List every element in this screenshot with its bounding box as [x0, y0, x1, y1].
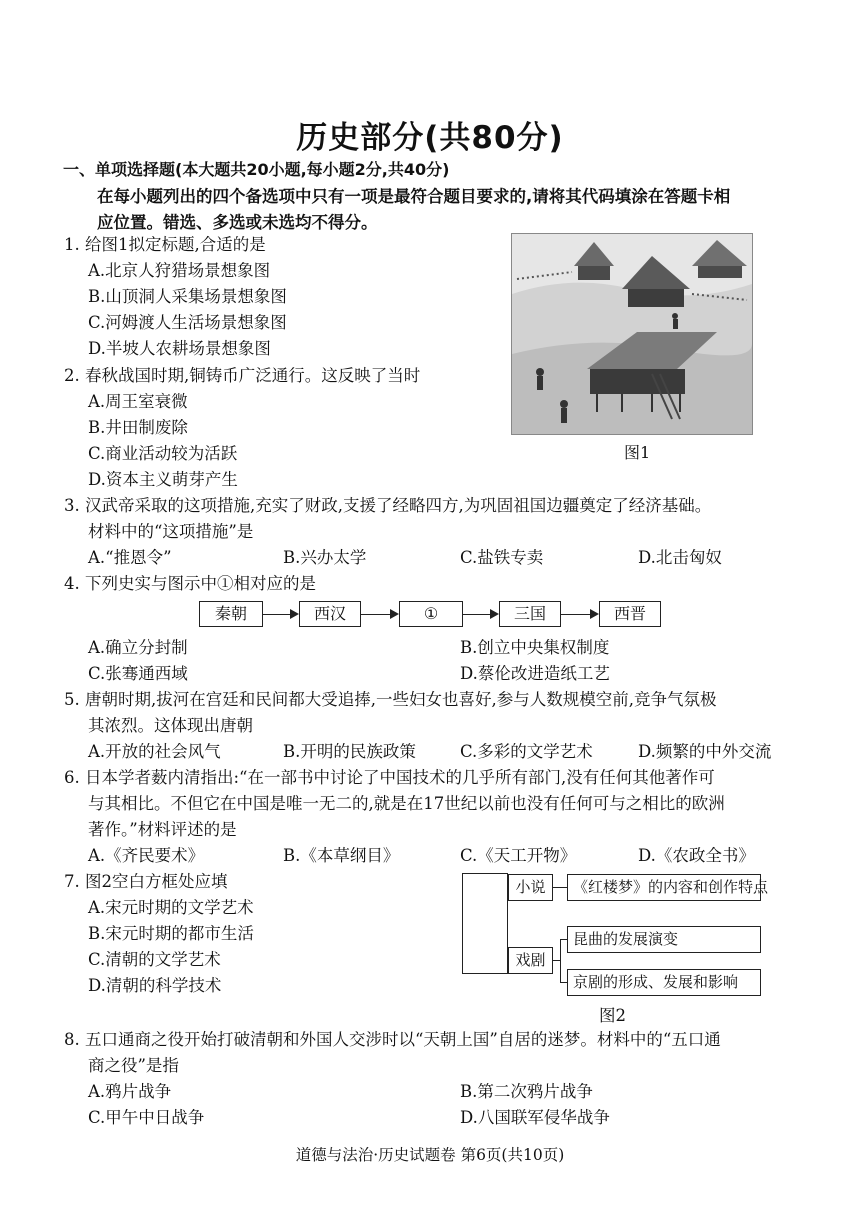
question-7-option-d: D.清朝的科学技术 [88, 976, 222, 995]
section-instruction-line2: 应位置。错选、多选或未选均不得分。 [97, 213, 378, 232]
figure-2-drama-item-1: 昆曲的发展演变 [567, 926, 761, 953]
question-5-option-d: D.频繁的中外交流 [638, 742, 772, 761]
flow-box-5: 西晋 [599, 601, 661, 627]
figure-1-illustration [511, 233, 753, 435]
question-8-option-a: A.鸦片战争 [88, 1082, 172, 1101]
question-2-option-d: D.资本主义萌芽产生 [88, 470, 238, 489]
question-1-option-a: A.北京人狩猎场景想象图 [88, 261, 271, 280]
question-7-option-a: A.宋元时期的文学艺术 [88, 898, 254, 917]
section-instruction-line1: 在每小题列出的四个备选项中只有一项是最符合题目要求的,请将其代码填涂在答题卡相 [97, 187, 731, 206]
question-3-option-b: B.兴办太学 [283, 548, 367, 567]
question-6-option-b: B.《本草纲目》 [283, 846, 400, 865]
flow-arrow-1 [263, 614, 297, 615]
page-title: 历史部分(共80分) [296, 120, 564, 156]
question-6-option-d: D.《农政全书》 [638, 846, 755, 865]
figure-2-caption: 图2 [599, 1006, 626, 1025]
question-4-option-d: D.蔡伦改进造纸工艺 [460, 664, 610, 683]
question-6-stem-line1: 6. 日本学者薮内清指出:“在一部书中讨论了中国技术的几乎所有部门,没有任何其他著作可 [64, 768, 715, 787]
question-2-option-c: C.商业活动较为活跃 [88, 444, 238, 463]
question-5-option-c: C.多彩的文学艺术 [460, 742, 593, 761]
figure-2-blank-box [462, 873, 508, 974]
flow-arrow-4 [561, 614, 597, 615]
figure-2-label-drama: 戏剧 [508, 947, 553, 974]
question-4-stem: 4. 下列史实与图示中①相对应的是 [64, 574, 316, 593]
flow-arrow-2 [361, 614, 397, 615]
question-6-stem-line2: 与其相比。不但它在中国是唯一无二的,就是在17世纪以前也没有任何可与之相比的欧洲 [88, 794, 725, 813]
question-6-option-a: A.《齐民要术》 [88, 846, 205, 865]
question-8-option-d: D.八国联军侵华战争 [460, 1108, 610, 1127]
question-3-stem-line2: 材料中的“这项措施”是 [88, 522, 254, 541]
section-heading: 一、单项选择题(本大题共20小题,每小题2分,共40分) [63, 160, 450, 179]
question-8-stem-line2: 商之役”是指 [88, 1056, 179, 1075]
question-7-stem: 7. 图2空白方框处应填 [64, 872, 228, 891]
question-2-option-a: A.周王室衰微 [88, 392, 188, 411]
question-4-option-b: B.创立中央集权制度 [460, 638, 610, 657]
question-3-option-a: A.“推恩令” [88, 548, 172, 567]
question-6-stem-line3: 著作。”材料评述的是 [88, 820, 237, 839]
figure-2-novel-item: 《红楼梦》的内容和创作特点 [567, 874, 761, 901]
page-footer: 道德与法治·历史试题卷 第6页(共10页) [295, 1146, 565, 1164]
question-2-option-b: B.井田制废除 [88, 418, 188, 437]
question-1-stem: 1. 给图1拟定标题,合适的是 [64, 235, 266, 254]
question-1-option-c: C.河姆渡人生活场景想象图 [88, 313, 287, 332]
flow-arrow-3 [463, 614, 497, 615]
question-5-stem-line2: 其浓烈。这体现出唐朝 [88, 716, 253, 735]
flow-box-3: ① [399, 601, 463, 627]
question-8-stem-line1: 8. 五口通商之役开始打破清朝和外国人交涉时以“天朝上国”自居的迷梦。材料中的“五口通 [64, 1030, 721, 1049]
question-1-option-b: B.山顶洞人采集场景想象图 [88, 287, 287, 306]
question-6-option-c: C.《天工开物》 [460, 846, 577, 865]
flow-box-4: 三国 [499, 601, 561, 627]
question-2-stem: 2. 春秋战国时期,铜铸币广泛通行。这反映了当时 [64, 366, 421, 385]
question-5-option-a: A.开放的社会风气 [88, 742, 221, 761]
village-scene-image [512, 234, 752, 434]
question-7-option-b: B.宋元时期的都市生活 [88, 924, 254, 943]
flow-box-2: 西汉 [299, 601, 361, 627]
question-8-option-b: B.第二次鸦片战争 [460, 1082, 593, 1101]
figure-2-drama-item-2: 京剧的形成、发展和影响 [567, 969, 761, 996]
question-3-option-c: C.盐铁专卖 [460, 548, 544, 567]
question-7-option-c: C.清朝的文学艺术 [88, 950, 221, 969]
question-1-option-d: D.半坡人农耕场景想象图 [88, 339, 271, 358]
flow-box-1: 秦朝 [199, 601, 263, 627]
question-3-option-d: D.北击匈奴 [638, 548, 722, 567]
question-4-option-a: A.确立分封制 [88, 638, 188, 657]
figure-2-label-novel: 小说 [508, 874, 553, 901]
question-4-option-c: C.张骞通西域 [88, 664, 188, 683]
figure-1-caption: 图1 [624, 443, 651, 462]
question-5-stem-line1: 5. 唐朝时期,拔河在宫廷和民间都大受追捧,一些妇女也喜好,参与人数规模空前,竞争气氛极 [64, 690, 717, 709]
question-8-option-c: C.甲午中日战争 [88, 1108, 205, 1127]
question-5-option-b: B.开明的民族政策 [283, 742, 416, 761]
question-3-stem-line1: 3. 汉武帝采取的这项措施,充实了财政,支援了经略四方,为巩固祖国边疆奠定了经济基础。 [64, 496, 712, 515]
